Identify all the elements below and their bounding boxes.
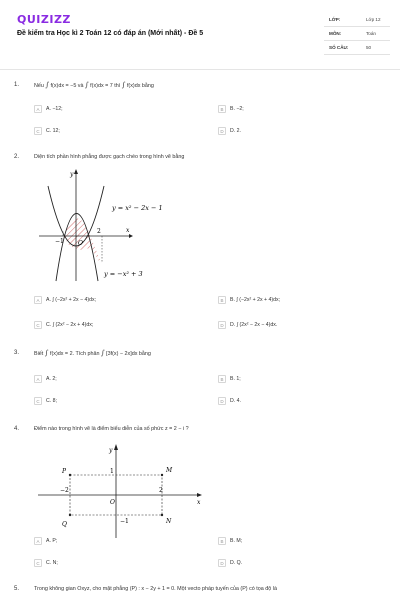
- integral-sign: ∫: [44, 349, 49, 357]
- point-p: [69, 474, 71, 476]
- integral-sign: ∫: [100, 349, 105, 357]
- y-axis-arrow: [74, 169, 78, 174]
- option-d[interactable]: [218, 126, 241, 136]
- question-text: [34, 81, 154, 89]
- meta-table: [324, 13, 390, 55]
- option-letter-box: A: [34, 375, 42, 383]
- origin-label: O: [110, 499, 115, 506]
- x-axis-label: x: [197, 499, 201, 506]
- option-text: C. 12;: [46, 128, 60, 134]
- option-c[interactable]: [34, 558, 58, 568]
- option-text: A. 2;: [46, 376, 57, 382]
- text-part: f(x)dx = −5 và: [50, 83, 84, 89]
- question-number: 1.: [14, 82, 20, 88]
- option-c[interactable]: [34, 126, 60, 136]
- question-text: Diện tích phần hình phẳng được gạch chéo trong hình vẽ bằng: [34, 154, 185, 160]
- option-text: B. 1;: [230, 376, 241, 382]
- option-text: D. 2.: [230, 128, 241, 134]
- option-letter-box: A: [34, 296, 42, 304]
- text-part: Nếu: [34, 83, 44, 89]
- text-part: f(x)dx = 7 thì: [90, 83, 121, 89]
- meta-row-grade: [324, 13, 390, 27]
- option-letter-box: C: [34, 127, 42, 135]
- meta-value: Lớp 12: [366, 17, 381, 22]
- option-letter-box: D: [218, 321, 226, 329]
- point-label-n: N: [166, 518, 172, 525]
- question-number: 4.: [14, 426, 20, 432]
- tick-label-neg1: −1: [55, 238, 64, 245]
- option-b[interactable]: [218, 295, 280, 305]
- point-q: [69, 514, 71, 516]
- question-text: Điểm nào trong hình vẽ là điểm biểu diễn của số phức z = 2 − i ?: [34, 426, 189, 432]
- option-d[interactable]: [218, 558, 242, 568]
- option-b[interactable]: [218, 374, 241, 384]
- tick-label-2: 2: [97, 228, 101, 235]
- option-letter-box: B: [218, 105, 226, 113]
- meta-value: 50: [366, 45, 372, 50]
- option-a[interactable]: [34, 104, 63, 114]
- text-part: f(x)dx bằng: [126, 83, 154, 89]
- option-d[interactable]: [218, 396, 241, 406]
- meta-row-subject: [324, 27, 390, 41]
- text-part: Biết: [34, 351, 44, 357]
- option-letter-box: D: [218, 397, 226, 405]
- option-letter-box: C: [34, 397, 42, 405]
- page-header: [0, 0, 400, 70]
- point-label-q: Q: [62, 521, 67, 528]
- tick-label-neg2: −2: [60, 487, 69, 494]
- option-text: C. ∫ (2x² − 2x + 4)dx;: [46, 322, 94, 328]
- option-a[interactable]: [34, 374, 57, 384]
- parabola-figure: [34, 166, 204, 286]
- curve-label-downward: y = −x² + 3: [104, 270, 143, 278]
- point-m: [161, 474, 163, 476]
- tick-label-2: 2: [159, 487, 163, 494]
- option-a[interactable]: [34, 536, 57, 546]
- option-b[interactable]: [218, 536, 242, 546]
- option-text: D. ∫ (2x² − 2x − 4)dx.: [230, 322, 278, 328]
- option-text: A. ∫ (−2x² + 2x − 4)dx;: [46, 297, 97, 303]
- tick-label-1: 1: [110, 468, 114, 475]
- complex-plane-figure: [34, 440, 214, 540]
- option-text: D. Q.: [230, 560, 243, 566]
- origin-label: O: [78, 240, 83, 247]
- y-axis-label: y: [109, 447, 113, 454]
- question-number: 2.: [14, 154, 20, 160]
- text-part: [3f(x) − 2x]dx bằng: [106, 351, 151, 357]
- text-part: f(x)dx = 2. Tích phân: [49, 351, 100, 357]
- option-letter-box: B: [218, 375, 226, 383]
- option-letter-box: B: [218, 296, 226, 304]
- meta-value: Toán: [366, 31, 376, 36]
- option-letter-box: C: [34, 321, 42, 329]
- integral-sign: ∫: [45, 81, 50, 89]
- x-axis-arrow: [197, 493, 202, 497]
- point-label-m: M: [166, 467, 173, 474]
- question-text: [34, 349, 151, 357]
- option-text: D. 4.: [230, 398, 241, 404]
- option-text: B. M;: [230, 538, 243, 544]
- option-text: B. ∫ (−2x² + 2x + 4)dx;: [230, 297, 281, 303]
- meta-label: LỚP:: [329, 17, 341, 22]
- tick-label-neg1: −1: [120, 518, 129, 525]
- option-c[interactable]: [34, 320, 93, 330]
- meta-label: SỐ CÂU:: [329, 45, 349, 50]
- option-b[interactable]: [218, 104, 244, 114]
- option-a[interactable]: [34, 295, 96, 305]
- option-text: B. −2;: [230, 106, 244, 112]
- option-c[interactable]: [34, 396, 57, 406]
- curve-label-upward: y = x² − 2x − 1: [112, 204, 163, 212]
- option-text: A. −12;: [46, 106, 63, 112]
- point-n: [161, 514, 163, 516]
- option-letter-box: D: [218, 127, 226, 135]
- option-letter-box: D: [218, 559, 226, 567]
- x-axis-label: x: [126, 227, 130, 234]
- integral-sign: ∫: [121, 81, 126, 89]
- option-letter-box: A: [34, 105, 42, 113]
- point-label-p: P: [62, 468, 67, 475]
- quizizz-logo: QUIZIZZ: [17, 13, 71, 26]
- option-text: A. P;: [46, 538, 58, 544]
- option-letter-box: A: [34, 537, 42, 545]
- x-axis-arrow: [129, 234, 133, 238]
- question-number: 5.: [14, 586, 20, 592]
- option-letter-box: C: [34, 559, 42, 567]
- page-title: Đề kiểm tra Học kì 2 Toán 12 có đáp án (Mới nhất) - Đề 5: [17, 30, 204, 37]
- y-axis-arrow: [114, 444, 118, 450]
- question-number: 3.: [14, 350, 20, 356]
- meta-label: MÔN:: [329, 31, 342, 36]
- option-text: C. N;: [46, 560, 58, 566]
- meta-row-count: [324, 41, 390, 55]
- option-text: C. 8;: [46, 398, 57, 404]
- integral-sign: ∫: [85, 81, 89, 89]
- option-letter-box: B: [218, 537, 226, 545]
- option-d[interactable]: [218, 320, 277, 330]
- y-axis-label: y: [70, 171, 74, 178]
- question-text: Trong không gian Oxyz, cho mặt phẳng (P) : x − 2y + 1 = 0. Một vecto pháp tuyến của (P) có tọa độ là: [34, 586, 277, 592]
